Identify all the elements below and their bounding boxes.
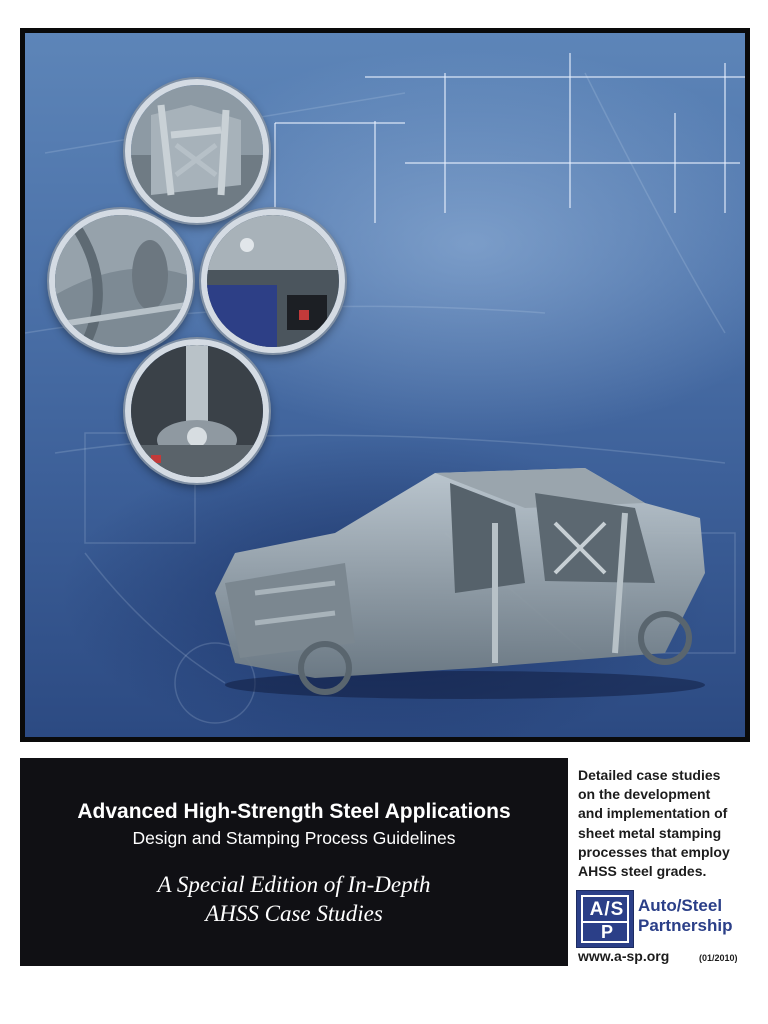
inset-photo-roll-cage [125, 79, 269, 223]
subtitle: Design and Stamping Process Guidelines [132, 828, 456, 848]
description-line: Detailed case studies [578, 767, 721, 783]
logo-name [638, 896, 732, 936]
monogram-top: A/S [589, 899, 625, 920]
logo-name-line-2: Partnership [638, 916, 733, 935]
asp-logo [576, 890, 766, 948]
description-line: processes that employ [578, 843, 730, 860]
asp-monogram [576, 890, 634, 948]
cover-photo-frame [20, 28, 750, 742]
monogram-bottom: P [600, 922, 613, 942]
edition-line-1: A Special Edition of In-Depth [157, 872, 431, 897]
title-block [20, 758, 568, 966]
description-line: AHSS steel grades. [578, 863, 707, 880]
description-line: and implementation of [578, 805, 728, 822]
inset-photo-bracket [125, 339, 269, 483]
car-body-in-white [195, 463, 715, 703]
edition-title [20, 870, 568, 928]
edition-line-2: AHSS Case Studies [205, 901, 383, 926]
inset-photo-engine-bay [201, 209, 345, 353]
description-line: sheet metal stamping [578, 824, 722, 841]
publication-date: (01/2010) [699, 953, 738, 963]
description-line: on the development [578, 786, 711, 803]
main-title: Advanced High-Strength Steel Applications [77, 800, 511, 823]
inset-photo-panel [49, 209, 193, 353]
cover-photo [25, 33, 745, 737]
description [578, 766, 764, 881]
logo-name-line-1: Auto/Steel [638, 896, 723, 915]
website-url[interactable]: www.a-sp.org [578, 948, 670, 964]
